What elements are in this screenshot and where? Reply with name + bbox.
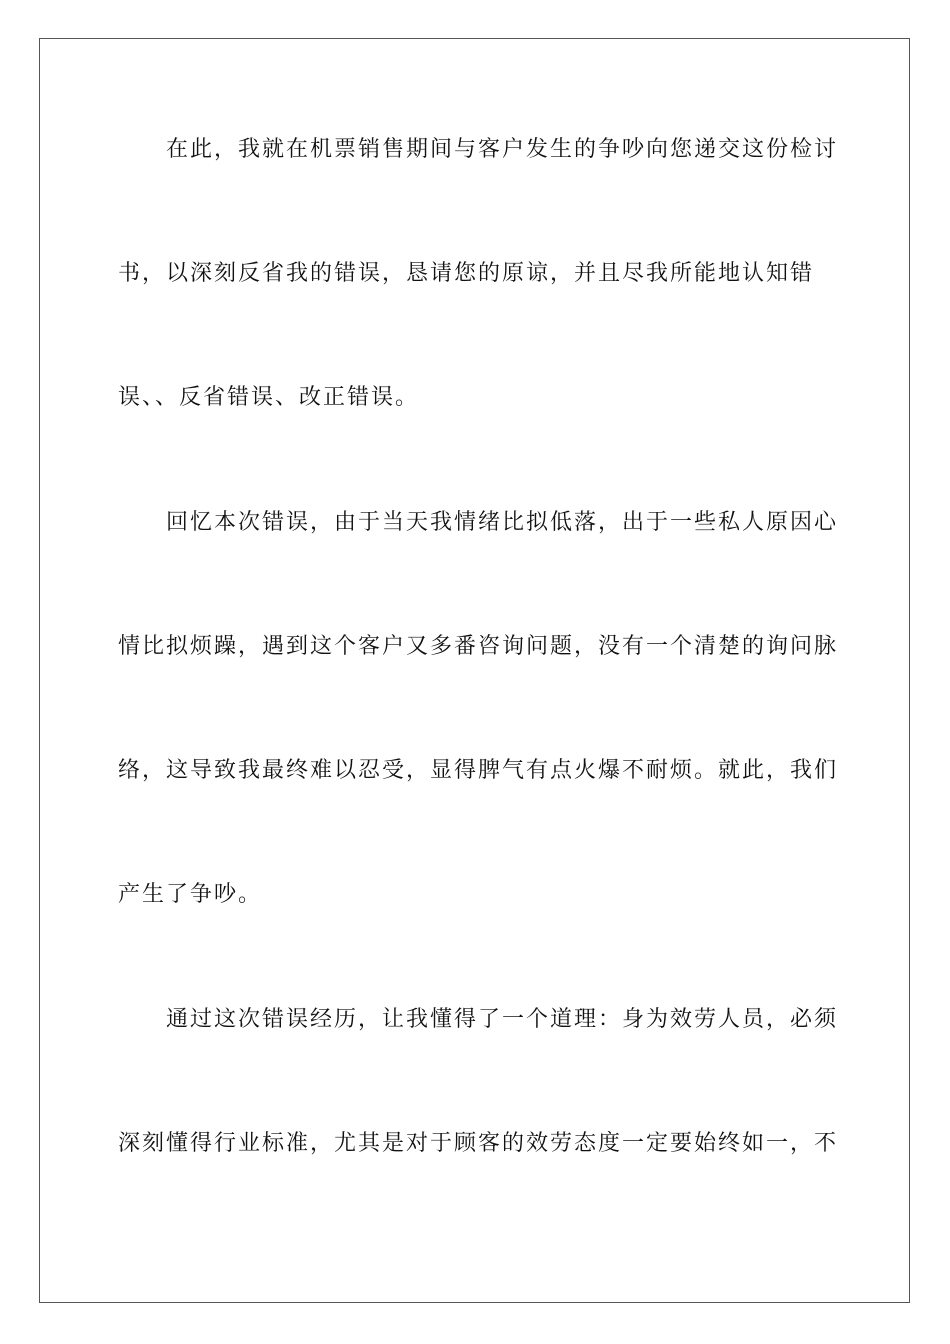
paragraph-1-line-1: 在此，我就在机票销售期间与客户发生的争吵向您递交这份检讨 xyxy=(166,137,839,162)
paragraph-3-line-1: 通过这次错误经历，让我懂得了一个道理：身为效劳人员，必须 xyxy=(166,1007,839,1032)
page-border xyxy=(39,38,910,1303)
paragraph-2-line-3: 络，这导致我最终难以忍受，显得脾气有点火爆不耐烦。就此，我们 xyxy=(118,758,839,783)
paragraph-3-line-2: 深刻懂得行业标准，尤其是对于顾客的效劳态度一定要始终如一，不 xyxy=(118,1131,839,1156)
paragraph-2-line-1: 回忆本次错误，由于当天我情绪比拟低落，出于一些私人原因心 xyxy=(166,510,839,535)
paragraph-2-line-2: 情比拟烦躁，遇到这个客户又多番咨询问题，没有一个清楚的询问脉 xyxy=(118,634,839,659)
paragraph-2-line-4: 产生了争吵。 xyxy=(118,882,263,907)
paragraph-1-line-3: 误、、反省错误、改正错误。 xyxy=(118,385,420,410)
paragraph-1-line-2: 书，以深刻反省我的错误，恳请您的原谅，并且尽我所能地认知错 xyxy=(118,261,815,286)
